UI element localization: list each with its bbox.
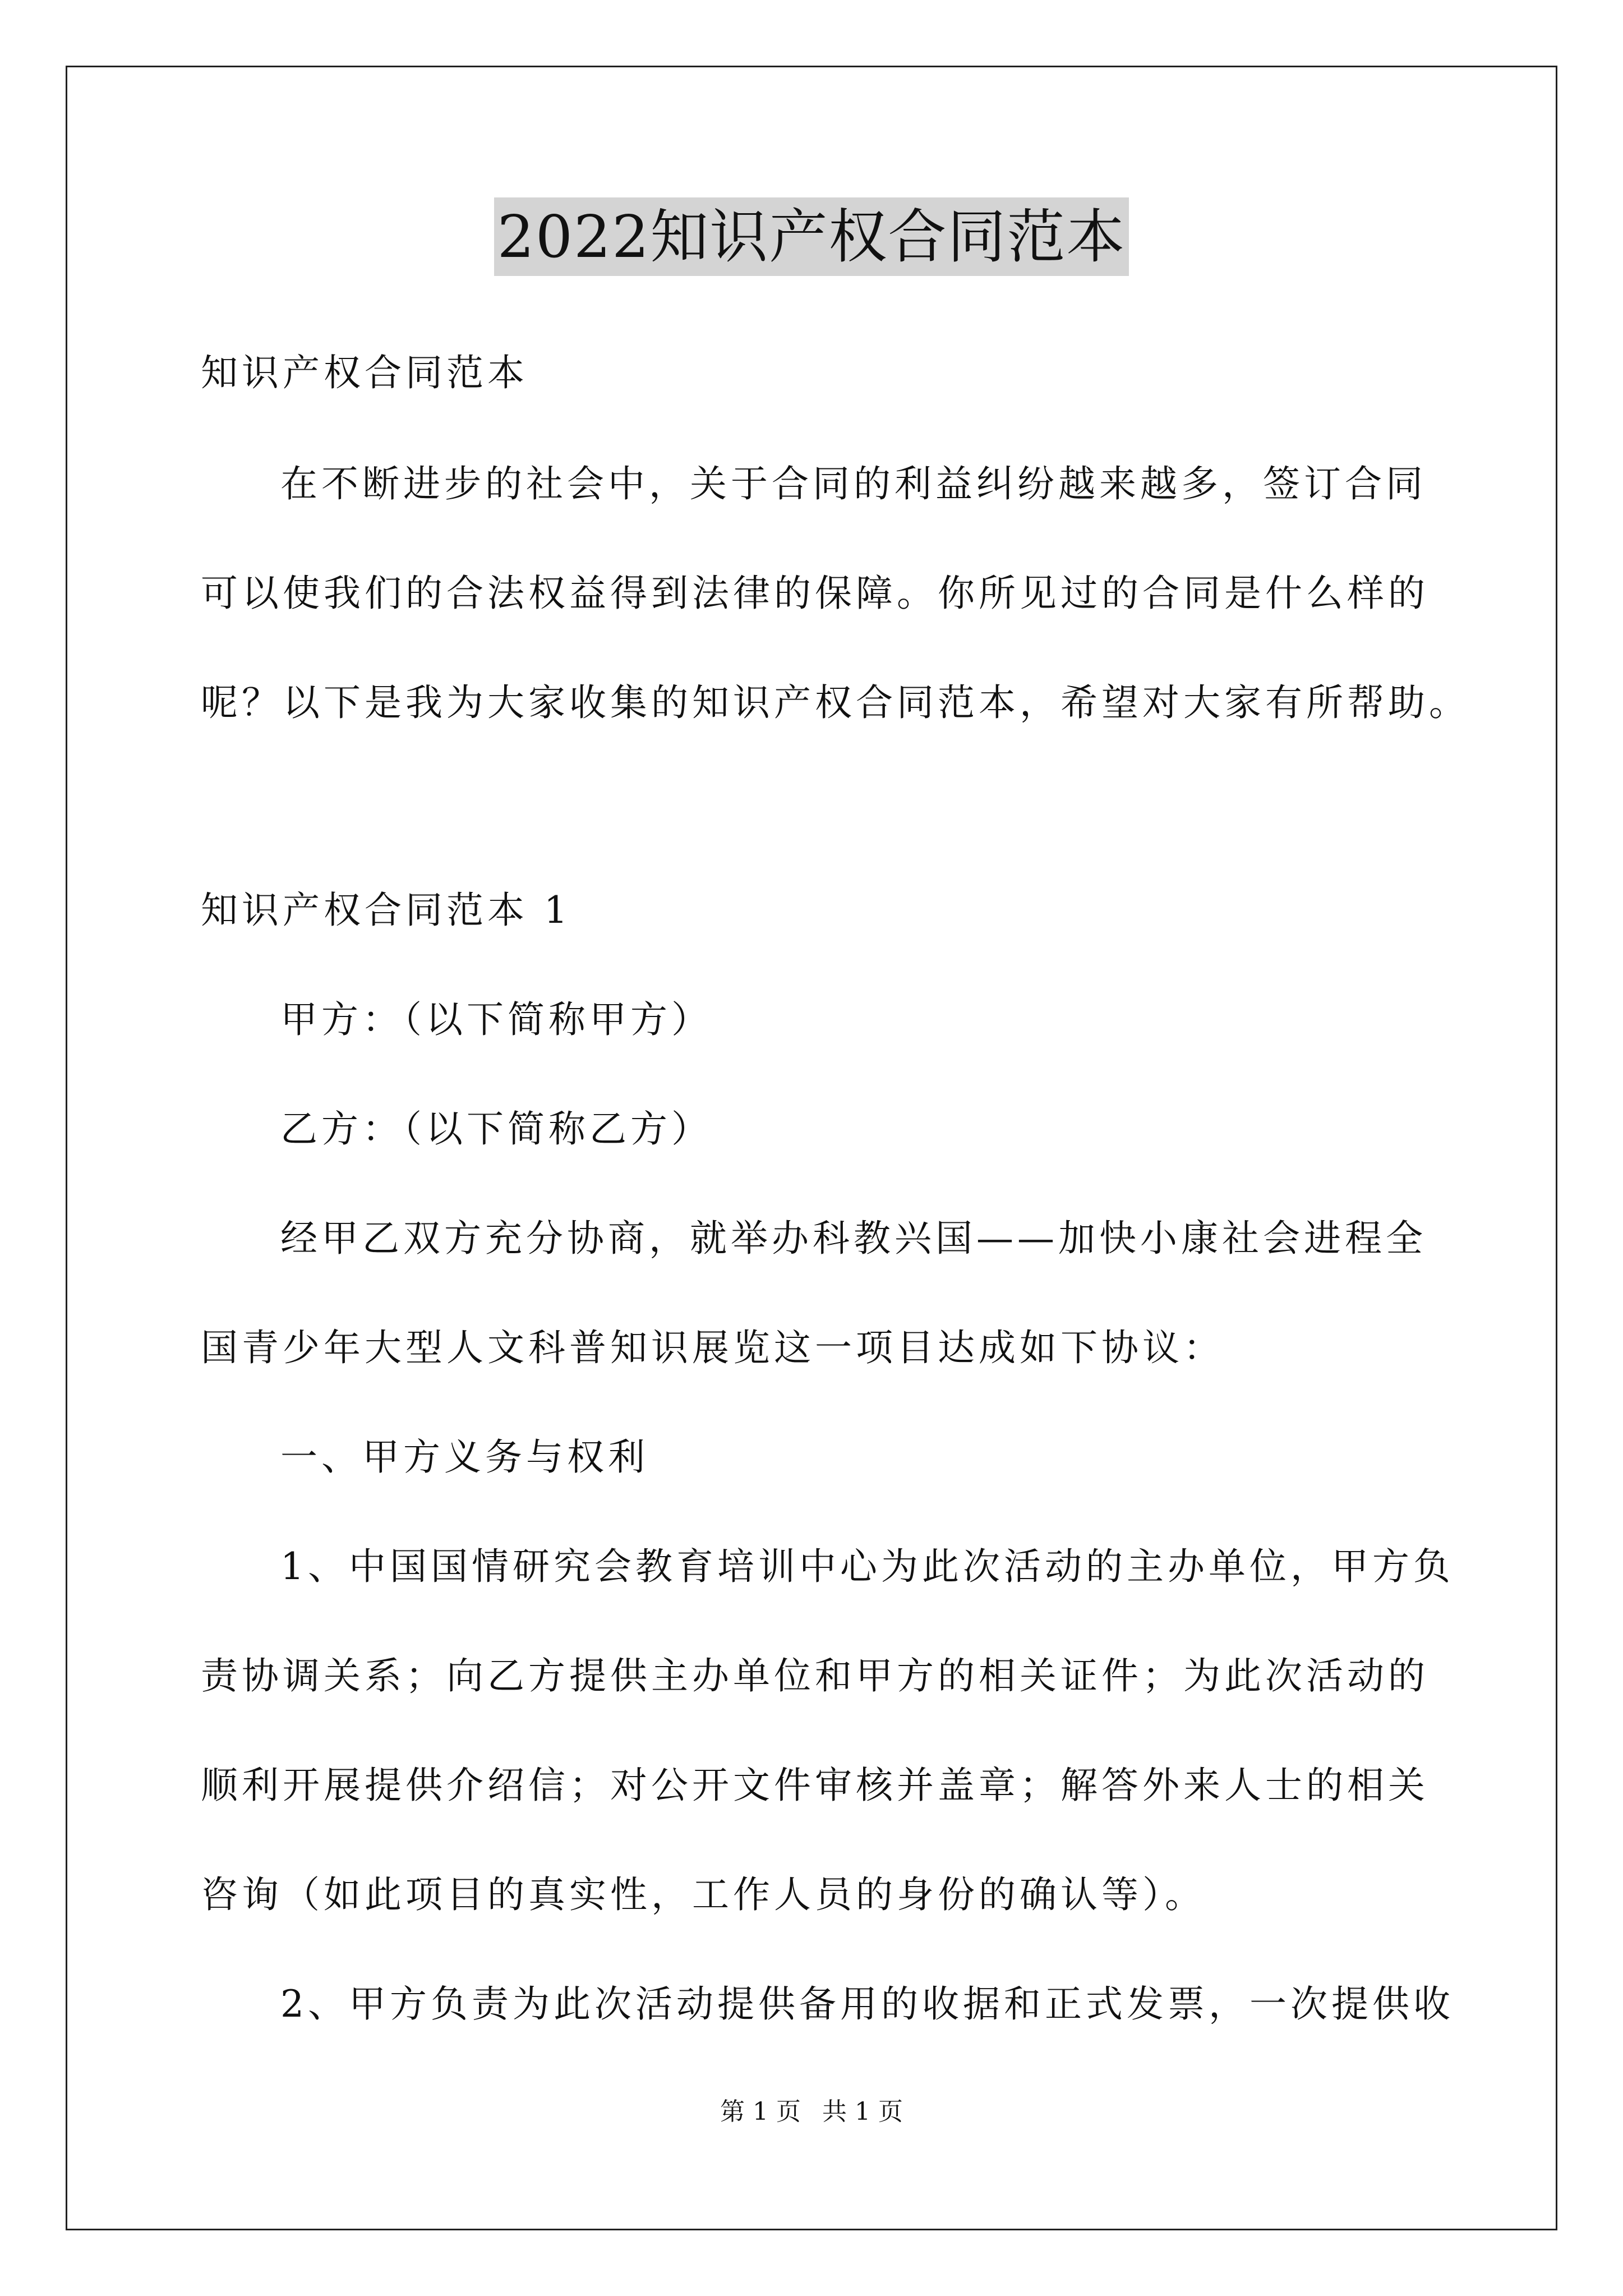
- paragraph-line: 在不断进步的社会中，关于合同的利益纠纷越来越多，签订合同: [280, 462, 1427, 505]
- paragraph-line: 可以使我们的合法权益得到法律的保障。你所见过的合同是什么样的: [201, 572, 1429, 615]
- title-container: [0, 197, 1623, 276]
- paragraph-line: 甲方：（以下简称甲方）: [280, 998, 712, 1041]
- paragraph-line: 责协调关系；向乙方提供主办单位和甲方的相关证件；为此次活动的: [201, 1654, 1429, 1697]
- section-heading: 知识产权合同范本: [201, 351, 528, 394]
- paragraph-line: 2、甲方负责为此次活动提供备用的收据和正式发票，一次提供收: [280, 1982, 1454, 2026]
- section-heading: 知识产权合同范本 1: [201, 889, 571, 932]
- page-total: 共 1 页: [822, 2097, 903, 2126]
- page-footer: [0, 2095, 1623, 2129]
- paragraph-line: 顺利开展提供介绍信；对公开文件审核并盖章；解答外来人士的相关: [201, 1764, 1429, 1807]
- paragraph-line: 乙方：（以下简称乙方）: [280, 1107, 712, 1151]
- document-title: 2022知识产权合同范本: [494, 197, 1129, 276]
- page-number: 第 1 页: [720, 2097, 801, 2126]
- paragraph-line: 呢？以下是我为大家收集的知识产权合同范本，希望对大家有所帮助。: [201, 681, 1470, 724]
- paragraph-line: 国青少年大型人文科普知识展览这一项目达成如下协议：: [201, 1326, 1224, 1369]
- paragraph-line: 咨询（如此项目的真实性，工作人员的身份的确认等）。: [201, 1873, 1206, 1916]
- paragraph-line: 经甲乙双方充分协商，就举办科教兴国——加快小康社会进程全: [280, 1217, 1427, 1260]
- clause-heading: 一、甲方义务与权利: [280, 1435, 649, 1479]
- paragraph-line: 1、中国国情研究会教育培训中心为此次活动的主办单位，甲方负: [280, 1545, 1454, 1588]
